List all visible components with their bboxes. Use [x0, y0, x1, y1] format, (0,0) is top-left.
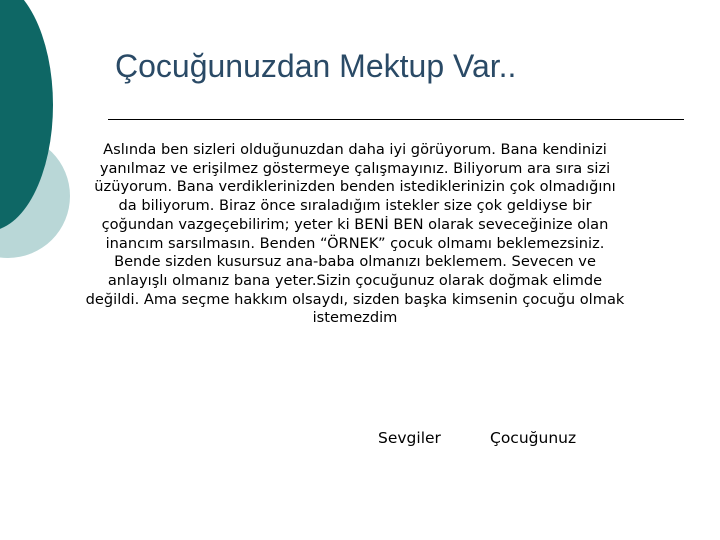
slide-title: Çocuğunuzdan Mektup Var..	[115, 48, 517, 84]
signature-name: Çocuğunuz	[490, 429, 577, 447]
decorative-circles	[0, 0, 90, 320]
title-divider	[108, 119, 684, 120]
signature-closing: Sevgiler	[378, 429, 441, 447]
letter-body: Aslında ben sizleri olduğunuzdan daha iyi görüyorum. Bana kendinizi yanılmaz ve erişilmez göstermeye çalışmayınız. Biliyorum ara sıra sizi üzüyorum. Bana verdiklerinizden benden istediklerinizin çok olmadığını da biliyorum. Biraz önce sıraladığım istekler size çok geldiyse bir çoğundan vazgeçebilirim; yeter ki BENİ BEN olarak seveceğinize olan inancım sarsılmasın. Benden “ÖRNEK” çocuk olmamı beklemezsiniz. Bende sizden kusursuz ana-baba olmanızı beklemem. Sevecen ve anlayışlı olmanız bana yeter.Sizin çocuğunuz olarak doğmak elimde değildi. Ama seçme hakkım olsaydı, sizden başka kimsenin çocuğu olmak istemezdim	[85, 141, 625, 327]
